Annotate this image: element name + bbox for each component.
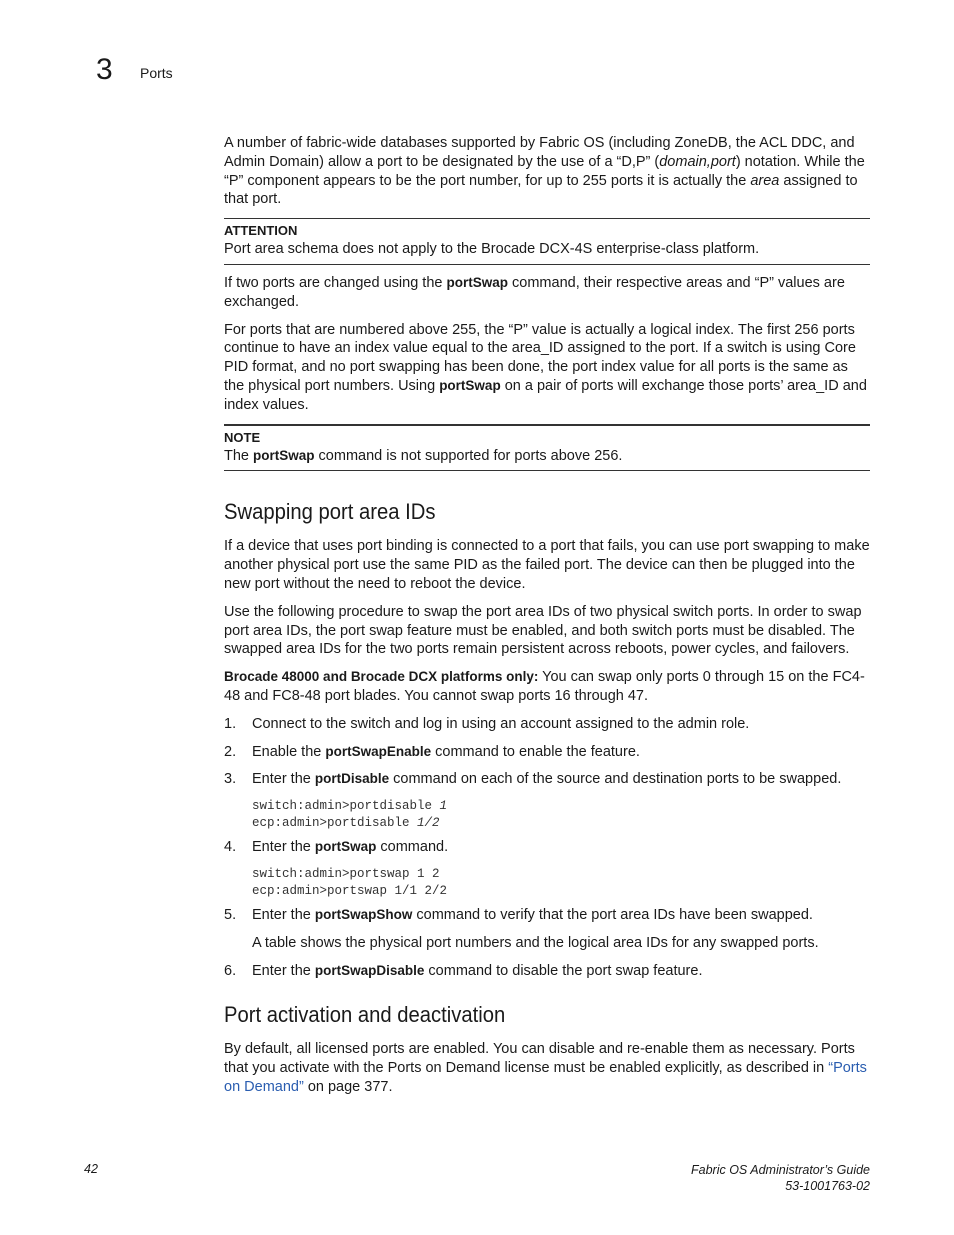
command-name: portSwapEnable	[325, 743, 432, 759]
command-name: portSwap	[439, 377, 501, 393]
section1-paragraph-2: Use the following procedure to swap the port area IDs of two physical switch ports. In order to swap port area IDs, the port swap feature must be enabled, and both switch ports must be disabled. The swapped area IDs for the two ports remain persistent across reboots, power cycles, and failovers.	[224, 603, 862, 658]
list-item: 5. Enter the portSwapShow command to verify that the port area IDs have been swapped.	[224, 906, 813, 923]
procedure-steps-cont3	[224, 962, 870, 981]
footer-doc-info	[691, 1162, 870, 1194]
list-item: 4. Enter the portSwap command.	[224, 839, 449, 856]
procedure-steps-cont2	[224, 906, 870, 925]
command-name: portSwapDisable	[314, 962, 425, 978]
code-example-portdisable: switch:admin>portdisable 1 ecp:admin>portdisable 1/2	[252, 799, 448, 831]
note-text: The portSwap command is not supported for ports above 256.	[224, 447, 623, 464]
command-name: portSwap	[253, 447, 315, 463]
procedure-steps	[224, 715, 870, 789]
ports-on-demand-link[interactable]: “Ports on Demand”	[224, 1060, 867, 1095]
page-number: 42	[84, 1162, 98, 1176]
intro-paragraph: A number of fabric-wide databases supported by Fabric OS (including ZoneDB, the ACL DDC, and Admin Domain) allow a port to be designated by the use of a “D,P” (domain,port) notation. While the “P” component appears to be the port number, for up to 255 ports it is actually the area assigned to that port.	[224, 135, 865, 208]
chapter-number: 3	[96, 53, 113, 86]
list-item: 3. Enter the portDisable command on each of the source and destination ports to be swapped.	[224, 771, 842, 788]
section-heading-activation: Port activation and deactivation	[224, 1002, 506, 1028]
command-name: portSwap	[314, 839, 377, 855]
list-item: 6. Enter the portSwapDisable command to disable the port swap feature.	[224, 962, 703, 979]
guide-title: Fabric OS Administrator’s Guide	[691, 1163, 870, 1177]
port-index-paragraph: For ports that are numbered above 255, the “P” value is actually a logical index. The first 256 ports continue to have an index value equal to the area_ID assigned to the port. If a switch is using Core PID format, and no port swapping has been done, the port index value for all ports is the same as the physical port numbers. Using portSwap on a pair of ports will exchange those ports’ area_ID and index values.	[224, 321, 867, 413]
portswap-paragraph: If two ports are changed using the portSwap command, their respective areas and “P” values are exchanged.	[224, 274, 845, 310]
page-content	[224, 134, 870, 1106]
list-item: 1. Connect to the switch and log in using an account assigned to the admin role.	[224, 715, 750, 732]
note-box	[224, 424, 870, 472]
note-label: NOTE	[224, 429, 261, 445]
section1-paragraph-1: If a device that uses port binding is connected to a port that fails, you can use port swapping to make another physical port use the same PID as the failed port. The device can then be plugged into the new port without the need to reboot the device.	[224, 538, 870, 592]
doc-id: 53-1001763-02	[785, 1179, 870, 1193]
section2-paragraph: By default, all licensed ports are enabled. You can disable and re-enable them as necessary. Ports that you activate with the Ports on Demand license must be enabled explicitly, as described in “Ports on Demand” on page 377.	[224, 1041, 867, 1095]
command-name: portSwap	[446, 274, 508, 290]
section-heading-swapping: Swapping port area IDs	[224, 499, 436, 525]
command-name: portSwapShow	[314, 906, 413, 922]
step5-note: A table shows the physical port numbers and the logical area IDs for any swapped ports.	[252, 934, 819, 951]
platform-note-label: Brocade 48000 and Brocade DCX platforms only:	[224, 669, 539, 685]
list-item: 2. Enable the portSwapEnable command to enable the feature.	[224, 743, 640, 760]
code-example-portswap: switch:admin>portswap 1 2 ecp:admin>portswap 1/1 2/2	[252, 866, 448, 898]
command-name: portDisable	[314, 771, 390, 787]
chapter-title: Ports	[140, 65, 173, 81]
attention-label: ATTENTION	[224, 223, 298, 239]
attention-text: Port area schema does not apply to the Brocade DCX-4S enterprise-class platform.	[224, 241, 760, 258]
attention-box	[224, 218, 870, 265]
section1-paragraph-3: Brocade 48000 and Brocade DCX platforms only: You can swap only ports 0 through 15 on the FC4-48 and FC8-48 port blades. You cannot swap ports 16 through 47.	[224, 669, 865, 704]
procedure-steps-cont	[224, 838, 870, 857]
